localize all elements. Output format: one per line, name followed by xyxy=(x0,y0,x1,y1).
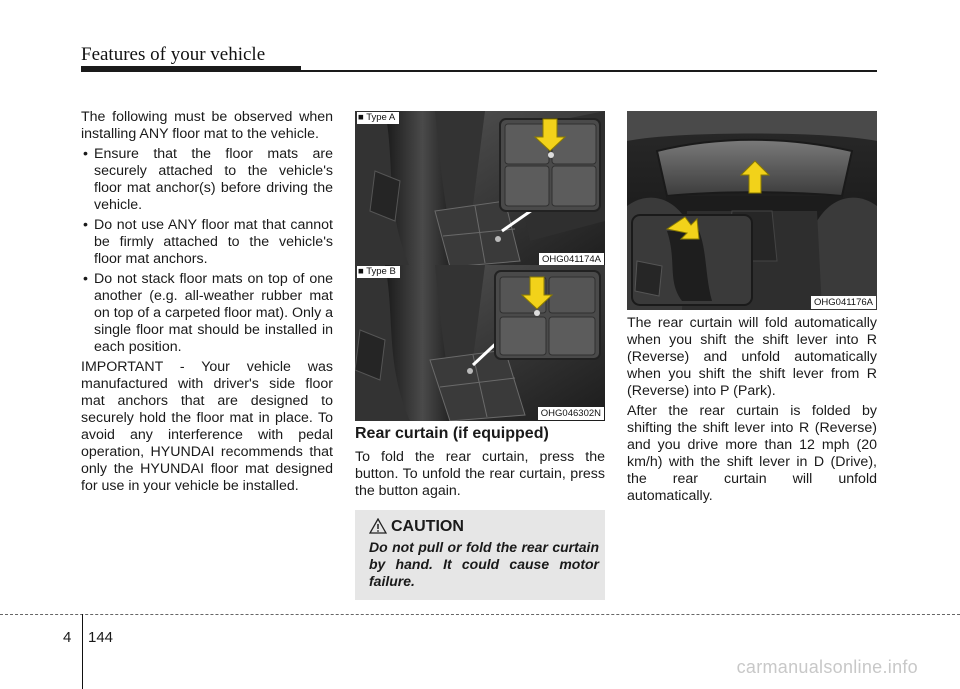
figure-type-a-label: ■ Type A xyxy=(357,112,399,124)
rear-curtain-instructions: To fold the rear curtain, press the button. To unfold the rear curtain, press the button again. xyxy=(355,449,605,499)
rear-cabin-photo xyxy=(627,111,877,310)
figure-type-b-code: OHG046302N xyxy=(538,407,604,420)
caution-title: CAUTION xyxy=(391,518,464,535)
figure-type-b xyxy=(355,265,605,421)
chapter-number: 4 xyxy=(63,629,72,646)
left-column xyxy=(81,109,333,498)
list-item: • Do not use ANY floor mat that cannot be firmly attached to the vehicle's floor mat anchors. xyxy=(81,217,333,268)
footer-rule xyxy=(0,614,960,615)
rear-curtain-auto-fold: The rear curtain will fold automatically when you shift the shift lever into R (Reverse) and unfold automatically when you shift the shift lever from R (Reverse) into P (Park). xyxy=(627,315,877,399)
caution-text: Do not pull or fold the rear curtain by hand. It could cause motor failure. xyxy=(369,539,599,589)
page-number: 144 xyxy=(88,629,114,646)
caution-box xyxy=(355,510,605,600)
list-item: • Ensure that the floor mats are securely attached to the vehicle's floor mat anchor(s) before driving the vehicle. xyxy=(81,146,333,214)
site-watermark: carmanualsonline.info xyxy=(736,657,918,677)
rear-curtain-heading: Rear curtain (if equipped) xyxy=(355,425,549,442)
figure-type-b-label: ■ Type B xyxy=(357,266,400,278)
header-rule-thin xyxy=(301,70,877,72)
warning-triangle-icon xyxy=(369,518,387,534)
middle-column xyxy=(355,424,605,503)
floor-mat-bullet-list xyxy=(81,146,333,356)
right-column xyxy=(627,315,877,508)
floor-mat-intro: The following must be observed when installing ANY floor mat to the vehicle. xyxy=(81,109,333,142)
header-rule-thick xyxy=(81,66,301,72)
important-notice: IMPORTANT - Your vehicle was manufactured with driver's side floor mat anchors that are designed to securely hold the floor mat in place. To avoid any interference with pedal operation, HYUNDAI recommends that only the HYUNDAI floor mat designed for use in your vehicle be installed. xyxy=(81,359,333,494)
figure-type-a-code: OHG041174A xyxy=(539,253,604,266)
console-photo-type-b xyxy=(355,265,605,421)
figure-rear-curtain xyxy=(627,111,877,310)
rear-curtain-auto-unfold: After the rear curtain is folded by shifting the shift lever into R (Reverse) and you drive more than 12 mph (20 km/h) with the shift lever in D (Drive), the rear curtain will unfold automatically. xyxy=(627,403,877,504)
console-photo-type-a xyxy=(355,111,605,267)
figure-rear-code: OHG041176A xyxy=(811,296,876,309)
list-item: • Do not stack floor mats on top of one another (e.g. all-weather rubber mat on top of a carpeted floor mat). Only a single floor mat should be installed in each position. xyxy=(81,271,333,356)
footer-divider xyxy=(82,614,83,689)
page-header-title: Features of your vehicle xyxy=(81,44,266,65)
figure-type-a xyxy=(355,111,605,267)
